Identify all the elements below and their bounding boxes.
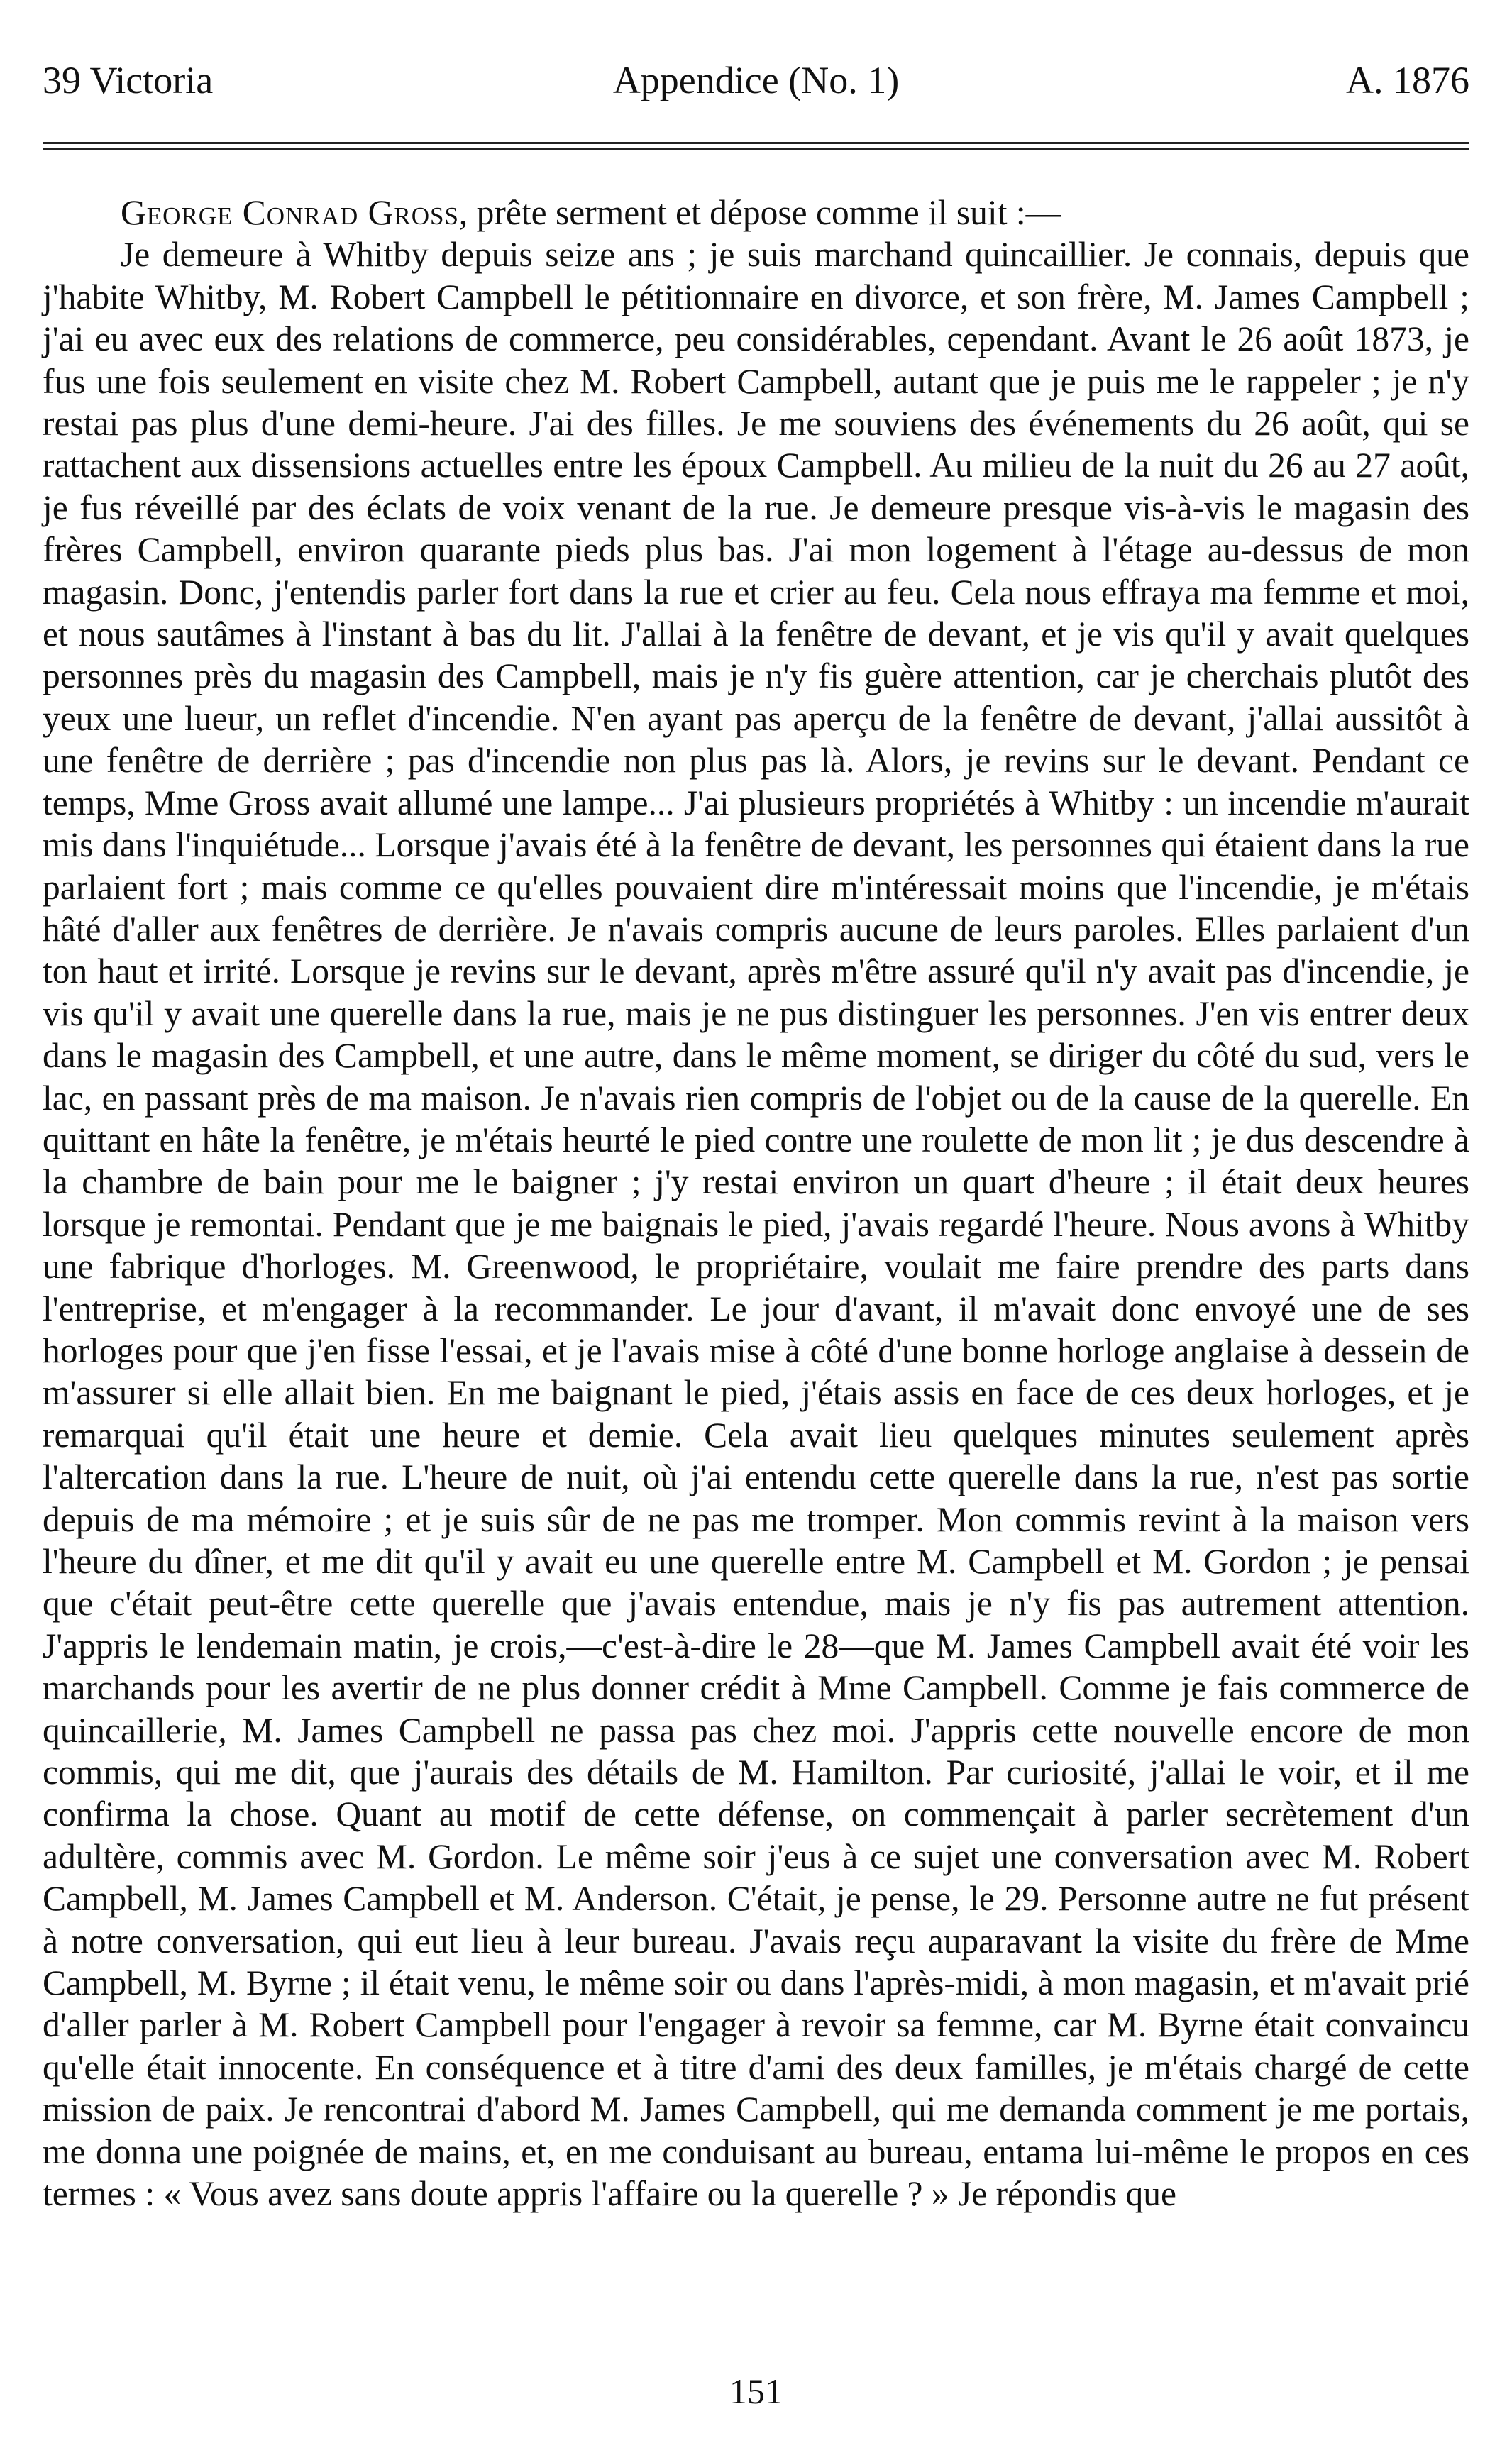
document-page bbox=[43, 0, 1469, 2448]
header-title: Appendice (No. 1) bbox=[612, 59, 900, 101]
witness-name: George Conrad Gross bbox=[121, 193, 459, 232]
testimony-intro bbox=[43, 192, 1469, 233]
page-number: 151 bbox=[729, 2371, 783, 2411]
header-rule bbox=[43, 142, 1469, 153]
running-header bbox=[43, 55, 1469, 105]
testimony-body bbox=[43, 192, 1469, 2215]
header-volume: 39 Victoria bbox=[43, 59, 214, 101]
testimony-paragraph: Je demeure à Whitby depuis seize ans ; je suis marchand quincaillier. Je connais, depuis que j'habite Whitby, M. Robert Campbell le pétitionnaire en divorce, et son frère, M. James Campbell ; j'ai eu avec eux des relations de commerce, peu considérables, cependant. Avant le 26 août 1873, je fus une fois seulement en visite chez M. Robert Campbell, autant que je puis me le rappeler ; je n'y restai pas plus d'une demi-heure. J'ai des filles. Je me souviens des événements du 26 août, qui se rattachent aux dissensions actuelles entre les époux Campbell. Au milieu de la nuit du 26 au 27 août, je fus réveillé par des éclats de voix venant de la rue. Je demeure presque vis-à-vis le magasin des frères Campbell, environ quarante pieds plus bas. J'ai mon logement à l'étage au-dessus de mon magasin. Donc, j'entendis parler fort dans la rue et crier au feu. Cela nous effraya ma femme et moi, et nous sautâmes à l'instant à bas du lit. J'allai à la fenêtre de devant, et je vis qu'il y avait quelques personnes près du magasin des Campbell, mais je n'y fis guère attention, car je cherchais plutôt des yeux une lueur, un reflet d'incendie. N'en ayant pas aperçu de la fenêtre de devant, j'allai aussitôt à une fenêtre de derrière ; pas d'incendie non plus pas là. Alors, je revins sur le devant. Pendant ce temps, Mme Gross avait allumé une lampe... J'ai plusieurs propriétés à Whitby : un incendie m'aurait mis dans l'inquiétude... Lorsque j'avais été à la fenêtre de devant, les personnes qui étaient dans la rue parlaient fort ; mais comme ce qu'elles pouvaient dire m'intéressait moins que l'incendie, je m'étais hâté d'aller aux fenêtres de derrière. Je n'avais compris aucune de leurs paroles. Elles parlaient d'un ton haut et irrité. Lorsque je revins sur le devant, après m'être assuré qu'il n'y avait pas d'incendie, je vis qu'il y avait une querelle dans la rue, mais je ne pus distinguer les personnes. J'en vis entrer deux dans le magasin des Campbell, et une autre, dans le même moment, se diriger du côté du sud, vers le lac, en passant près de ma maison. Je n'avais rien compris de l'objet ou de la cause de la querelle. En quittant en hâte la fenêtre, je m'étais heurté le pied contre une roulette de mon lit ; je dus descendre à la chambre de bain pour me le baigner ; j'y restai environ un quart d'heure ; il était deux heures lorsque je remontai. Pendant que je me baignais le pied, j'avais regardé l'heure. Nous avons à Whitby une fabrique d'horloges. M. Greenwood, le propriétaire, voulait me faire prendre des parts dans l'entreprise, et m'engager à la recommander. Le jour d'avant, il m'avait donc envoyé une de ses horloges pour que j'en fisse l'essai, et je l'avais mise à côté d'une bonne horloge anglaise à dessein de m'assurer si elle allait bien. En me baignant le pied, j'étais assis en face de ces deux horloges, et je remarquai qu'il était une heure et demie. Cela avait lieu quelques minutes seulement après l'altercation dans la rue. L'heure de nuit, où j'ai entendu cette querelle dans la rue, n'est pas sortie depuis de ma mémoire ; et je suis sûr de ne pas me tromper. Mon commis revint à la maison vers l'heure du dîner, et me dit qu'il y avait eu une querelle entre M. Campbell et M. Gordon ; je pensai que c'était peut-être cette querelle que j'avais entendue, mais je n'y fis pas autrement attention. J'appris le lendemain matin, je crois,—c'est-à-dire le 28—que M. James Campbell avait été voir les marchands pour les avertir de ne plus donner crédit à Mme Campbell. Comme je fais commerce de quincaillerie, M. James Campbell ne passa pas chez moi. J'appris cette nouvelle encore de mon commis, qui me dit, que j'aurais des détails de M. Hamilton. Par curiosité, j'allai le voir, et il me confirma la chose. Quant au motif de cette défense, on commençait à parler secrètement d'un adultère, commis avec M. Gordon. Le même soir j'eus à ce sujet une conversation avec M. Robert Campbell, M. James Campbell et M. Anderson. C'était, je pense, le 29. Personne autre ne fut présent à notre conversation, qui eut lieu à leur bureau. J'avais reçu auparavant la visite du frère de Mme Campbell, M. Byrne ; il était venu, le même soir ou dans l'après-midi, à mon magasin, et m'avait prié d'aller parler à M. Robert Campbell pour l'engager à revoir sa femme, car M. Byrne était convaincu qu'elle était innocente. En conséquence et à titre d'ami des deux familles, je m'étais chargé de cette mission de paix. Je rencontrai d'abord M. James Campbell, qui me demanda comment je me portais, me donna une poignée de mains, et, en me conduisant au bureau, entama lui-même le propos en ces termes : « Vous avez sans doute appris l'affaire ou la querelle ? » Je répondis que bbox=[43, 235, 1469, 2214]
oath-text: , prête serment et dépose comme il suit :— bbox=[458, 193, 1061, 232]
header-rule-top bbox=[43, 142, 1469, 144]
header-year: A. 1876 bbox=[1346, 59, 1469, 101]
header-rule-bottom bbox=[43, 148, 1469, 150]
